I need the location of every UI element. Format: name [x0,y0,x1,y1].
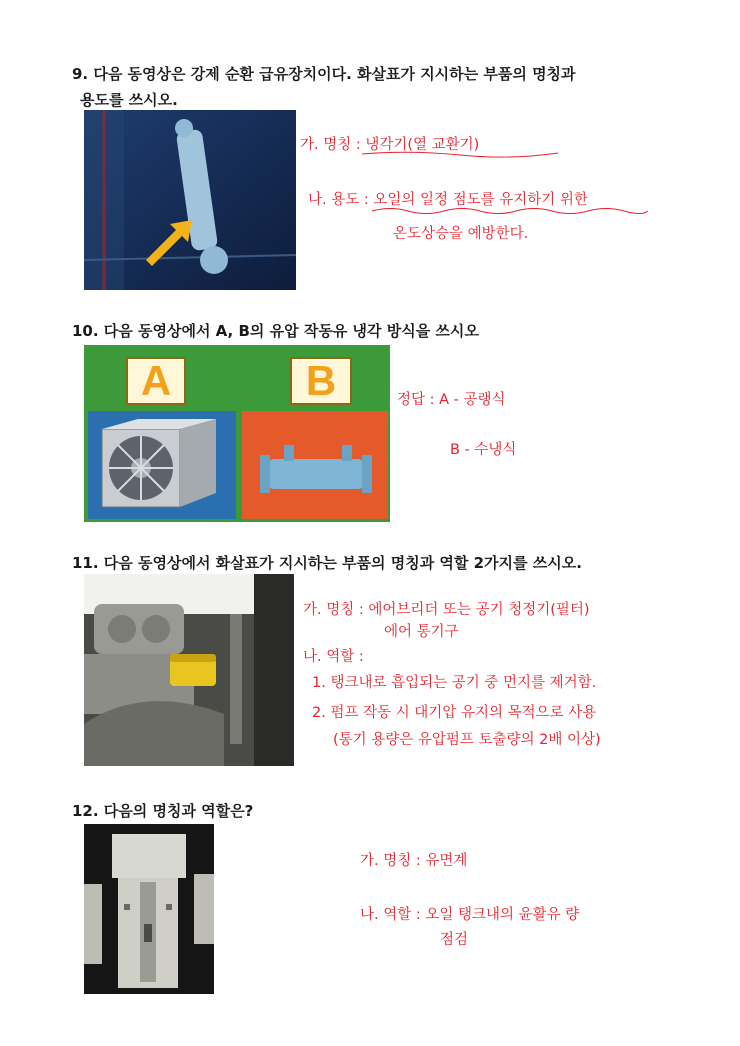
q10-panel-b-label: B [290,357,352,405]
q10-panel-a-label: A [126,357,186,405]
q10-photo-cooling-types [84,345,390,522]
q12-photo-level-gauge [84,824,214,994]
q9-underline-wave [370,205,650,217]
q11-role-2-note: (통기 용량은 유압펌프 토출량의 2배 이상) [333,732,601,748]
q11-answer-role-label: 나. 역할 : [303,649,364,665]
q10-answer-b: B - 수냉식 [450,442,517,458]
q9-answer-use-line1: 나. 용도 : 오일의 일정 점도를 유지하기 위한 [308,192,588,208]
q10-air-cooler-image [88,411,236,519]
q10-question: 10. 다음 동영상에서 A, B의 유압 작동유 냉각 방식을 쓰시오 [72,322,479,340]
q12-answer-role-line2: 점검 [440,932,469,948]
q9-underline-scribble [360,148,560,160]
q11-question: 11. 다음 동영상에서 화살표가 지시하는 부품의 명칭과 역할 2가지를 쓰시오. [72,554,582,572]
q10-answer-a: 정답 : A - 공랭식 [397,392,506,408]
q12-answer-role-line1: 나. 역할 : 오일 탱크내의 윤활유 량 [360,907,580,923]
q11-role-1: 1. 탱크내로 흡입되는 공기 중 먼지를 제거함. [312,675,597,691]
q9-question-line1: 9. 다음 동영상은 강제 순환 급유장치이다. 화살표가 지시하는 부품의 명칭과 [72,65,576,83]
q11-answer-name-line2: 에어 통기구 [384,624,459,640]
q11-photo-air-breather [84,574,294,766]
q9-answer-name: 가. 명칭 : 냉각기(열 교환기) [300,137,480,153]
q11-answer-name-line1: 가. 명칭 : 에어브리더 또는 공기 청정기(필터) [303,602,590,618]
q12-question: 12. 다음의 명칭과 역할은? [72,802,254,820]
q12-answer-name: 가. 명칭 : 유면계 [360,853,468,869]
q9-photo-cooler [84,110,296,290]
q9-question-line2: 용도를 쓰시오. [80,91,178,109]
q9-answer-use-line2: 온도상승을 예방한다. [393,226,529,242]
q10-water-cooler-image [242,411,388,519]
q11-role-2: 2. 펌프 작동 시 대기압 유지의 목적으로 사용 [312,705,597,721]
